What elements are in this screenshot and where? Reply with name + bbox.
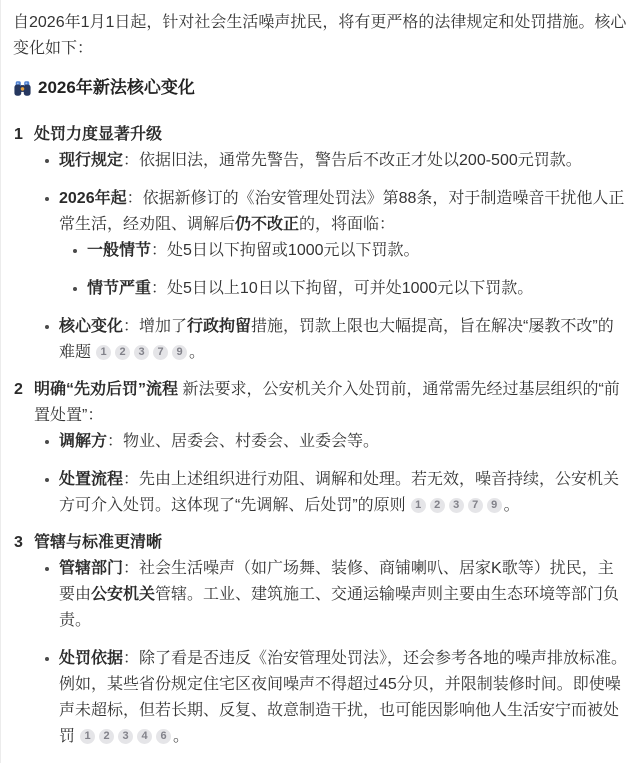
bullet-icon — [73, 287, 77, 291]
bullet-label: 管辖部门 — [59, 560, 124, 577]
bullet-icon — [73, 249, 77, 253]
bullet-text: 的，将面临： — [299, 216, 396, 233]
bullet-penalty-basis — [34, 646, 628, 750]
section-heading — [14, 75, 628, 101]
bullet-list — [34, 556, 628, 750]
bullet-label: 一般情节 — [87, 242, 152, 259]
bullet-list — [34, 148, 628, 366]
bullet-department — [34, 556, 628, 634]
bullet-label: 处罚依据 — [59, 650, 124, 667]
bullet-icon — [45, 325, 49, 329]
sentence-end: 。 — [503, 497, 520, 514]
bullet-text: ：增加了 — [123, 318, 188, 335]
citation-chip[interactable]: 3 — [134, 345, 149, 360]
intro-paragraph: 自2026年1月1日起，针对社会生活噪声扰民，将有更严格的法律规定和处罚措施。核心变化如下： — [13, 14, 627, 57]
bullet-icon — [45, 478, 49, 482]
item-number: 3 — [14, 534, 23, 551]
citation-chip[interactable]: 2 — [430, 498, 445, 513]
citation-chip[interactable]: 7 — [468, 498, 483, 513]
sub-bullet-general-case — [59, 238, 628, 264]
citation-chip[interactable]: 7 — [153, 345, 168, 360]
list-item-penalty-upgrade — [13, 122, 628, 366]
bullet-label: 调解方 — [59, 433, 108, 450]
bullet-icon — [45, 567, 49, 571]
sub-bullet-serious-case — [59, 276, 628, 302]
bullet-from-2026 — [34, 186, 628, 302]
list-item-jurisdiction — [13, 530, 628, 750]
bullet-label: 核心变化 — [59, 318, 124, 335]
bullet-text: ：处5日以下拘留或1000元以下罚款。 — [151, 242, 420, 259]
bullet-bold-phrase: 仍不改正 — [235, 216, 300, 233]
bullet-label: 现行规定 — [59, 152, 124, 169]
citation-group — [78, 728, 173, 745]
item-title-line — [34, 377, 628, 429]
bullet-text: ：依据新修订的《治安管理处罚法》第88条，对于制造噪音干扰他人正常生活，经劝阻、调解后 — [59, 190, 625, 233]
citation-chip[interactable]: 1 — [411, 498, 426, 513]
bullet-icon — [45, 159, 49, 163]
bullet-core-change — [34, 314, 628, 366]
item-title: 管辖与标准更清晰 — [34, 534, 163, 551]
bullet-current-rule — [34, 148, 628, 174]
bullet-icon — [45, 197, 49, 201]
bullet-icon — [45, 440, 49, 444]
bullet-icon — [45, 657, 49, 661]
bullet-text: ：依据旧法，通常先警告，警告后不改正才处以200-500元罚款。 — [123, 152, 582, 169]
bullet-text: ：社会生活噪声（如广场舞、装修、商铺喇叭、居家K歌等）扰民，主要由 — [59, 560, 614, 603]
citation-chip[interactable]: 2 — [115, 345, 130, 360]
citation-chip[interactable]: 9 — [172, 345, 187, 360]
list-item-mediation-first — [13, 377, 628, 519]
bullet-process — [34, 467, 628, 519]
item-number: 2 — [14, 381, 23, 398]
citation-chip[interactable]: 2 — [99, 729, 114, 744]
bullet-text: ：物业、居委会、村委会、业委会等。 — [107, 433, 380, 450]
binoculars-icon — [14, 80, 31, 97]
bullet-list — [34, 429, 628, 519]
citation-chip[interactable]: 3 — [118, 729, 133, 744]
bullet-bold-phrase: 行政拘留 — [187, 318, 252, 335]
section-heading-text: 2026年新法核心变化 — [38, 78, 195, 97]
item-number: 1 — [14, 126, 23, 143]
sentence-end: 。 — [189, 344, 206, 361]
sentence-end: 。 — [173, 728, 190, 745]
bullet-mediators — [34, 429, 628, 455]
bullet-label: 情节严重 — [87, 280, 152, 297]
bullet-text: 管辖。工业、建筑施工、交通运输噪声则主要由生态环境等部门负责。 — [59, 586, 620, 629]
citation-chip[interactable]: 9 — [487, 498, 502, 513]
bullet-text: 措施，罚款上限也大幅提高，旨在解决“屡教不改”的难题 — [59, 318, 614, 361]
bullet-text: ：处5日以上10日以下拘留，可并处1000元以下罚款。 — [151, 280, 534, 297]
citation-chip[interactable]: 6 — [156, 729, 171, 744]
citation-chip[interactable]: 1 — [80, 729, 95, 744]
item-title: 处罚力度显著升级 — [34, 126, 163, 143]
citation-group — [94, 344, 189, 361]
numbered-list — [13, 122, 628, 750]
citation-chip[interactable]: 1 — [96, 345, 111, 360]
item-title: 明确“先劝后罚”流程 — [34, 381, 179, 398]
bullet-bold-phrase: 公安机关 — [91, 586, 156, 603]
bullet-label: 2026年起 — [59, 190, 127, 207]
sub-bullet-list — [59, 238, 628, 302]
item-title-rest: 新法要求，公安机关介入处罚前，通常需先经过基层组织的“前置处置”： — [34, 381, 620, 424]
bullet-text: ：除了看是否违反《治安管理处罚法》，还会参考各地的噪声排放标准。例如，某些省份规定住宅区夜间噪声不得超过45分贝，并限制装修时间。即使噪声未超标，但若长期、反复、故意制造干扰，也可能因影响他人生活安宁而被处罚 — [59, 650, 628, 745]
citation-chip[interactable]: 3 — [449, 498, 464, 513]
citation-group — [409, 497, 504, 514]
bullet-label: 处置流程 — [59, 471, 124, 488]
bullet-text: ：先由上述组织进行劝阻、调解和处理。若无效，噪音持续，公安机关方可介入处罚。这体现了“先调解、后处罚”的原则 — [59, 471, 620, 514]
citation-chip[interactable]: 4 — [137, 729, 152, 744]
